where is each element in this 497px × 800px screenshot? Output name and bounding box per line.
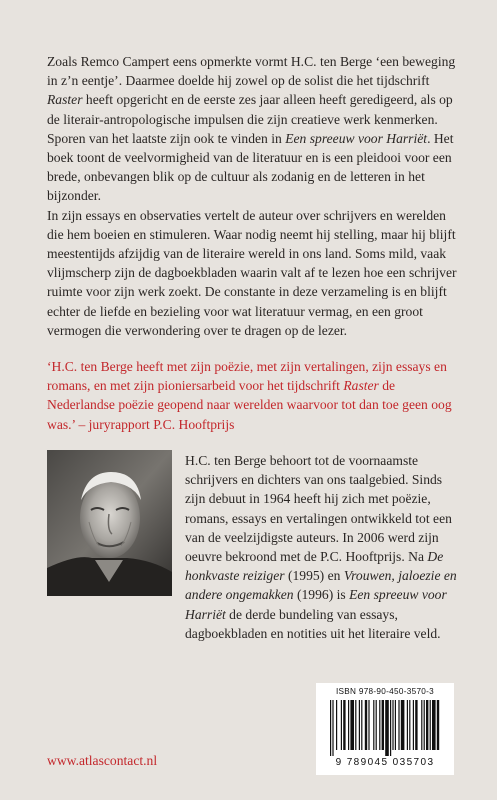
ean-digits: 9 789045 035703: [335, 757, 435, 768]
italic-title: Vrouwen, jaloezie en andere ongemakken: [185, 568, 457, 603]
italic-title: Een spreeuw voor Harriët: [185, 587, 447, 622]
italic-title: Raster: [47, 92, 83, 108]
blurb-text: [47, 52, 462, 340]
barcode-box: [316, 683, 454, 775]
author-bio: [185, 451, 465, 643]
text-run: heeft opgericht en de eerste zes jaar alleen heeft geredigeerd, als op de literair-antropologische impulsen die zijn creatieve werk kenmerken. Sporen van het laatste zijn ook te vinden in: [47, 92, 453, 146]
text-run: ‘H.C. ten Berge heeft met zijn poëzie, met zijn vertalingen, zijn essays en romans, en met zijn pioniersarbeid voor het tijdschrift: [47, 359, 447, 394]
text-run: de derde bundeling van essays, dagboekbladen en notities uit het literaire veld.: [185, 606, 441, 641]
jury-quote: [47, 357, 462, 434]
text-run: (1995) en: [284, 568, 344, 584]
text-run: In zijn essays en observaties vertelt de auteur over schrijvers en werelden die hem boeien en stimuleren. Waar nodig neemt hij stelling, maar hij blijft meestentijds afzijdig van de literaire wereld in ons land. Soms mild, vaak vlijmscherp zijn de dagboekbladen waarin valt af te lezen hoe een schrijver ruimte voor zijn werk zoekt. De constante in deze verzameling is en blijft echter de liefde en bezieling voor wat literatuur vermag, en een groot vermogen die verwondering over te dragen op de lezer.: [47, 207, 457, 338]
text-run: (1996) is: [293, 587, 350, 603]
author-portrait-image: [47, 450, 172, 596]
publisher-website-link[interactable]: www.atlascontact.nl: [47, 753, 158, 768]
isbn-label: ISBN 978-90-450-3570-3: [335, 687, 435, 696]
italic-title: De honkvaste reiziger: [185, 549, 444, 584]
text-run: de Nederlandse poëzie geopend naar werelden waarvoor tot dan toe geen oog was.’ – juryrapport P.C. Hooftprijs: [47, 378, 452, 432]
text-run: H.C. ten Berge behoort tot de voornaamste schrijvers en dichters van ons taalgebied. Sinds zijn debuut in 1964 heeft hij zich met poëzie, romans, essays en vertalingen ontwikkeld tot een van de veelzijdigste auteurs. In 2006 werd zijn oeuvre bekroond met de P.C. Hooftprijs. Na: [185, 453, 452, 565]
text-run: . Het boek toont de veelvormigheid van de literatuur en is een pleidooi voor een brede, onbevangen blik op de cultuur als zodanig en de letteren in het bijzonder.: [47, 130, 454, 204]
author-photo: [47, 450, 172, 596]
italic-title: Een spreeuw voor Harriët: [285, 130, 428, 146]
italic-title: Raster: [343, 378, 379, 394]
barcode-icon: [330, 700, 440, 756]
text-run: Zoals Remco Campert eens opmerkte vormt H.C. ten Berge ‘een beweging in z’n eentje’. Daarmee doelde hij zowel op de solist die het tijdschrift: [47, 54, 456, 89]
